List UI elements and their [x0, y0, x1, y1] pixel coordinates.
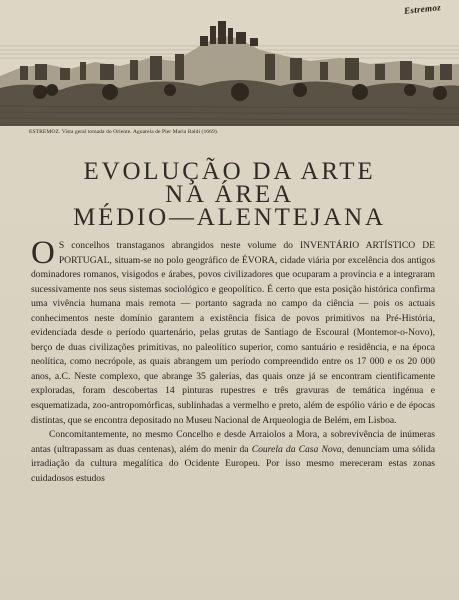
- drop-cap: O: [31, 235, 55, 271]
- paragraph-2-text-b: , denunciam uma sólida irradiação da cultura megalítica do Ocidente Europeu. Por isso mesmo mereceram estas zonas cuidadosos estudos: [31, 443, 436, 484]
- illustration-caption: ESTREMOZ. Vista geral tomada do Oriente. Aguarela de Pier Maria Baldi (1669).: [29, 129, 219, 135]
- chapter-title-line-3: MÉDIO—ALENTEJANA: [73, 204, 386, 231]
- chapter-title-line-1: EVOLUÇÃO DA ARTE: [83, 158, 376, 185]
- paragraph-1-text: S concelhos transtaganos abrangidos neste volume do INVENTÁRIO ARTÍSTICO DE PORTUGAL, situam-se no polo geográfico de ÉVORA, cidade viária por excelência dos antigos dominadores romanos, visigodos e árabes, povos civilizadores que ocuparam a província e a integraram sucessivamente nos seus sistemas sociológico e geopolítico. É certo que esta posição histórica confirma uma vivência humana mais remota — portanto sagrada no campo da ciência — pois os actuais conhecimentos neste domínio garantem a existência física de povos primitivos na Pré-História, evidenciada desde o período quartenário, pelas grutas de Santiago de Escoural (Montemor-o-Novo), berço de duas civilizações primitivas, no paleolítico superior, como santuário e residência, e na época neolítica, como necrópole, as quais abrangem um período compreendido entre os 17 000 e os 20 000 anos, a.C. Neste complexo, que abrange 35 galerias, das quais onze já se encontram cientificamente exploradas, foram descobertas 14 pinturas rupestres e três gravuras de temática ingénua e esquematizada, zoo-antropomórficas, sublinhadas a vermelho e preto, além de espólio vário e de épocas distintas, que se encontra depositado no Museu Nacional de Arqueologia de Belém, em Lisboa.: [31, 240, 435, 426]
- paragraph-1: [31, 235, 435, 428]
- paragraph-2-italic: Courela da Casa Nova: [251, 443, 342, 455]
- paragraph-2: [31, 428, 435, 486]
- chapter-title-line-2: NA ÁREA: [165, 181, 294, 208]
- body-text: [31, 235, 436, 486]
- paragraph-2-text-a: Concomitantemente, no mesmo Concelho e desde Arraiolos a Mora, a sobrevivência de inúmeras antas (ultrapassam as duas centenas), além do menir da: [31, 429, 435, 455]
- estremoz-etching-illustration: [0, 6, 459, 126]
- estremoz-inscription: Estremoz: [403, 2, 442, 16]
